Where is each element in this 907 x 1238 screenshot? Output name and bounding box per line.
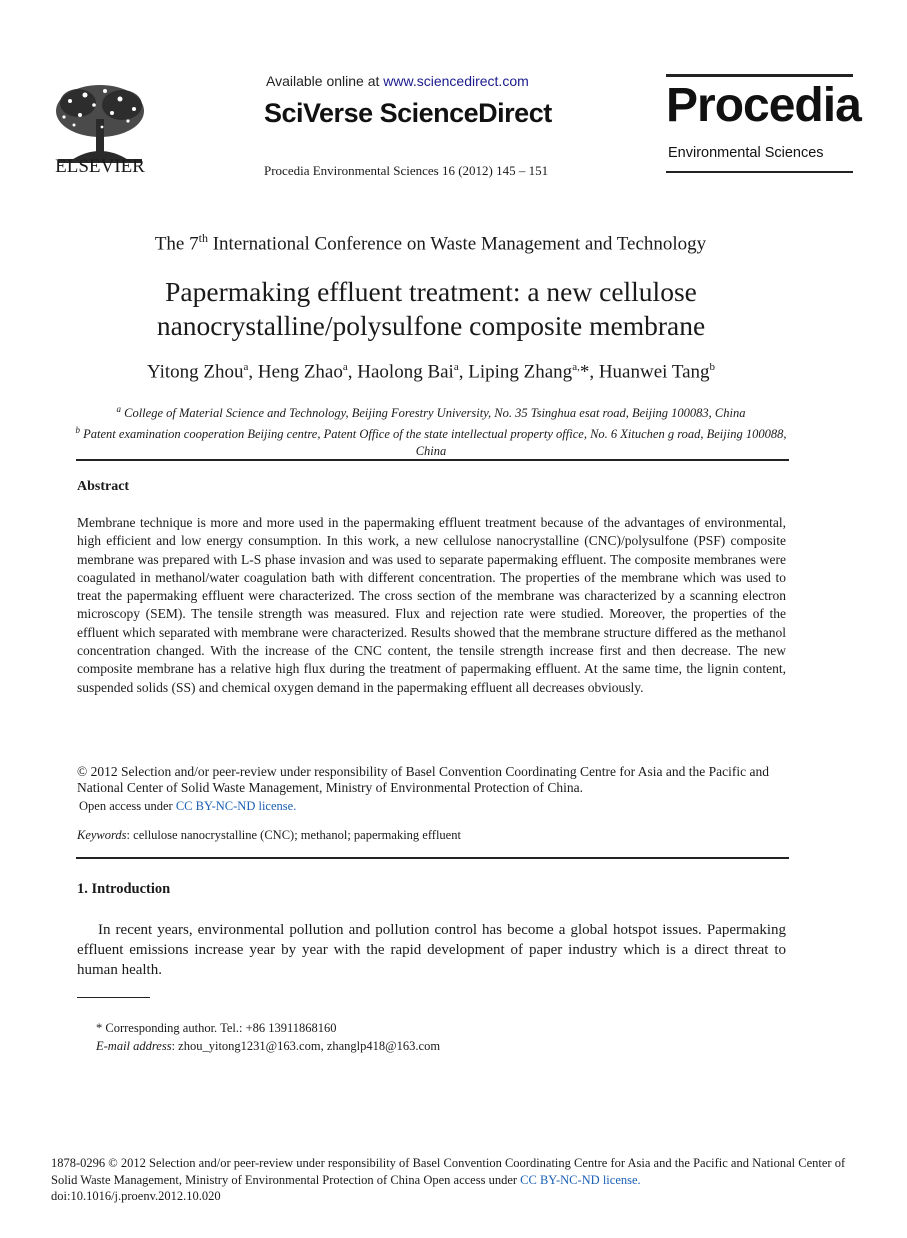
journal-reference: Procedia Environmental Sciences 16 (2012) 145 – 151 [264,163,549,178]
corresponding-author: * Corresponding author. Tel.: +86 13911868160 [96,1021,337,1035]
affiliation-line [60,401,802,422]
paper-title: Papermaking effluent treatment: a new cellulose nanocrystalline/polysulfone composite membrane [156,276,706,341]
journal-brand: Procedia [666,79,861,132]
brand-rule-top [666,74,853,77]
open-access-line: Open access under CC BY-NC-ND license. [79,799,297,813]
author-separator: , [248,361,258,383]
doi: doi:10.1016/j.proenv.2012.10.020 [51,1189,221,1203]
email-address: E-mail address: zhou_yitong1231@163.com, zhanglp418@163.com [96,1039,441,1053]
keywords: Keywords: cellulose nanocrystalline (CNC); methanol; papermaking effluent [77,828,461,842]
author-affil-mark: b [709,361,716,373]
author-name: Yitong Zhou [146,361,244,383]
author-affil-mark: a [453,361,459,373]
affiliation-text: College of Material Science and Technology, Beijing Forestry University, No. 35 Tsinghua esat road, Beijing 100083, China [124,406,746,421]
introduction-text: In recent years, environmental pollution and pollution control has become a global hotspot issues. Papermaking effluent emissions increase year by year with the rapid development of paper industry which is a direct threat to human health. [77,922,786,978]
affiliation-text: Patent examination cooperation Beijing centre, Patent Office of the state intellectual property office, No. 6 Xituchen g road, Beijing 100088, China [83,427,787,459]
affiliation-line [60,422,802,460]
affiliation-mark: b [75,425,81,436]
author-name: Liping Zhang [468,361,573,383]
author-name: Heng Zhao [257,361,343,383]
conference-name: The 7th International Conference on Waste Management and Technology [154,231,707,255]
sciencedirect-link[interactable]: www.sciencedirect.com [383,73,529,89]
platform-logo: SciVerse ScienceDirect [264,98,552,128]
brand-rule-bottom [666,171,853,173]
publisher-wordmark: ELSEVIER [55,156,145,177]
abstract-heading: Abstract [77,479,130,494]
divider-top [76,459,789,461]
author-affil-mark: a, [572,361,580,373]
journal-subtitle: Environmental Sciences [668,145,824,161]
copyright-notice: © 2012 Selection and/or peer-review under responsibility of Basel Convention Coordinating Centre for Asia and the Pacific and National Center of Solid Waste Management, Ministry of Environmental Protection of China. [77,764,769,795]
author-separator: , [458,361,469,383]
author-affil-mark: a [243,361,249,373]
author-separator: , [347,361,358,383]
affiliation-mark: a [116,404,121,414]
author-separator: *, [579,361,599,383]
author-name: Huanwei Tang [598,361,710,383]
section-heading-introduction: 1. Introduction [77,881,171,897]
author-list [60,361,802,383]
affiliations [60,401,802,460]
footer-license-link[interactable]: CC BY-NC-ND license. [520,1172,641,1187]
page-footer: 1878-0296 © 2012 Selection and/or peer-review under responsibility of Basel Convention Coordinating Centre for Asia and the Pacific and National Center of Solid Waste Management, Ministry of Environmental Protection of China Open access under CC BY-NC-ND license. doi:10.1016/j.proenv.2012.10.020 [51,1155,861,1205]
divider-bottom [76,857,789,859]
author-name: Haolong Bai [357,361,454,383]
footnote-rule [77,997,150,998]
abstract-text: Membrane technique is more and more used in the papermaking effluent treatment because of the advantages of environmental, high efficient and low energy consumption. In this work, a new cellulose nanocrystalline (CNC)/polysulfone (PSF) composite membrane was prepared with L-S phase invasion and was used to separate papermaking effluent. The composite membranes were coagulated in methanol/water coagulation bath with different concentration. The properties of the membrane which was used to treat the papermaking effluent were characterized. The cross section of the membrane was characterized by a scanning electron microscopy (SEM). The tensile strength was measured. Flux and rejection rate were studied. Moreover, the properties of the effluent which separated with membrane were characterized. Results showed that the membrane structure differed as the methanol concentration changed. With the increase of the CNC content, the tensile strength increase first and then decrease. The new composite membrane has a relative high flux during the treatment of papermaking effluent. At the same time, the lignin content, suspended solids (SS) and chemical oxygen demand in the papermaking effluent all decreases obviously. [77,515,786,695]
author-affil-mark: a [342,361,348,373]
license-link[interactable]: CC BY-NC-ND license. [175,799,297,813]
available-online: Available online at www.sciencedirect.com [266,73,529,89]
